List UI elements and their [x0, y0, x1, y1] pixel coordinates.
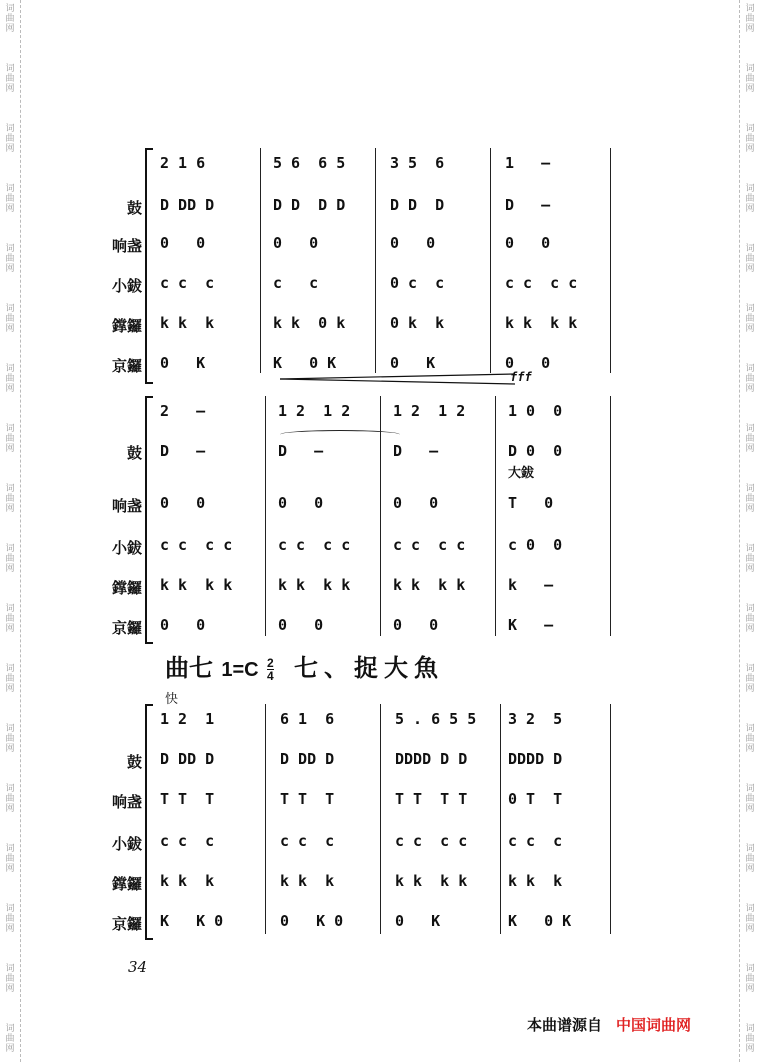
xiangzhan-measure: T T T	[280, 790, 335, 808]
barline	[610, 396, 611, 636]
watermark-text: 词 曲 网	[745, 304, 755, 334]
watermark-text: 词 曲 网	[745, 4, 755, 34]
jingluo-measure: K K 0	[160, 912, 224, 930]
jingluo-measure: 0 K	[390, 354, 436, 372]
barline	[260, 148, 261, 373]
gu-measure: D D D	[390, 196, 445, 214]
watermark-text: 词 曲 网	[745, 844, 755, 874]
gu-measure: D DD D	[160, 196, 215, 214]
watermark-text: 词 曲 网	[5, 724, 15, 754]
watermark-text: 词 曲 网	[745, 364, 755, 394]
tie-slur	[280, 430, 400, 439]
row-label-xiaoba: 小鈸	[111, 539, 142, 557]
xiaoba-measure: c c c	[160, 274, 215, 292]
melody-measure: 2 –	[160, 402, 206, 420]
xiaoba-measure: 0 c c	[390, 274, 445, 292]
watermark-text: 词 曲 网	[745, 724, 755, 754]
xiangzhan-measure: 0 0	[160, 494, 206, 512]
watermark-text: 词 曲 网	[745, 964, 755, 994]
watermark-text: 词 曲 网	[745, 664, 755, 694]
melody-measure: 1 –	[505, 154, 551, 172]
score-system-3	[110, 700, 620, 940]
tangluo-measure: k k k k	[393, 576, 466, 594]
dabo-label: 大鈸	[508, 466, 535, 481]
jingluo-measure: 0 0	[393, 616, 439, 634]
gu-measure: D –	[393, 442, 439, 460]
watermark-text: 词 曲 网	[5, 1024, 15, 1054]
melody-measure: 1 2 1 2	[393, 402, 466, 420]
xiangzhan-measure: T T T	[160, 790, 215, 808]
row-label-tangluo: 鐣鑼	[111, 875, 142, 893]
jingluo-measure: 0 0	[278, 616, 324, 634]
gu-measure: D –	[505, 196, 551, 214]
barline	[265, 396, 266, 636]
system-bracket	[145, 396, 153, 644]
source-prefix: 本曲谱源自	[527, 1016, 603, 1034]
barline	[265, 704, 266, 934]
jingluo-measure: 0 0	[160, 616, 206, 634]
watermark-text: 词 曲 网	[745, 784, 755, 814]
left-watermark-strip	[0, 0, 21, 1062]
row-label-xiangzhan: 响盏	[111, 497, 142, 515]
watermark-text: 词 曲 网	[745, 184, 755, 214]
xiaoba-measure: c c c c	[505, 274, 578, 292]
right-watermark-strip	[739, 0, 760, 1062]
jingluo-measure: K 0 K	[508, 912, 572, 930]
tangluo-measure: k k 0 k	[273, 314, 346, 332]
xiangzhan-measure: T 0	[508, 494, 554, 512]
watermark-text: 词 曲 网	[5, 484, 15, 514]
watermark-text: 词 曲 网	[5, 184, 15, 214]
tangluo-measure: k –	[508, 576, 554, 594]
gu-measure: D –	[278, 442, 324, 460]
barline	[610, 148, 611, 373]
barline	[610, 704, 611, 934]
xiaoba-measure: c 0 0	[508, 536, 563, 554]
gu-measure: D 0 0	[508, 442, 563, 460]
row-label-gu: 鼓	[126, 753, 142, 771]
gu-measure: D DD D	[280, 750, 335, 768]
watermark-text: 词 曲 网	[5, 544, 15, 574]
row-label-xiangzhan: 响盏	[111, 793, 142, 811]
row-label-xiaoba: 小鈸	[111, 835, 142, 853]
melody-measure: 3 5 6	[390, 154, 445, 172]
time-signature	[267, 657, 274, 682]
system-bracket	[145, 704, 153, 940]
xiangzhan-measure: 0 0	[160, 234, 206, 252]
jingluo-measure: 0 0	[505, 354, 551, 372]
xiaoba-measure: c c c c	[393, 536, 466, 554]
watermark-text: 词 曲 网	[5, 664, 15, 694]
gu-measure: D –	[160, 442, 206, 460]
barline	[375, 148, 376, 373]
xiaoba-measure: c c c c	[278, 536, 351, 554]
watermark-text: 词 曲 网	[5, 304, 15, 334]
row-label-jingluo: 京鑼	[111, 619, 142, 637]
watermark-text: 词 曲 网	[5, 964, 15, 994]
watermark-text: 词 曲 网	[5, 4, 15, 34]
section-heading	[165, 648, 444, 683]
watermark-text: 词 曲 网	[745, 1024, 755, 1054]
watermark-text: 词 曲 网	[5, 124, 15, 154]
tangluo-measure: 0 k k	[390, 314, 445, 332]
watermark-text: 词 曲 网	[745, 904, 755, 934]
melody-measure: 1 0 0	[508, 402, 563, 420]
watermark-text: 词 曲 网	[745, 64, 755, 94]
watermark-text: 词 曲 网	[5, 784, 15, 814]
barline	[500, 704, 501, 934]
jingluo-measure: K –	[508, 616, 554, 634]
jingluo-measure: 0 K 0	[280, 912, 344, 930]
watermark-text: 词 曲 网	[745, 124, 755, 154]
watermark-text: 词 曲 网	[5, 64, 15, 94]
xiangzhan-measure: 0 0	[505, 234, 551, 252]
watermark-text: 词 曲 网	[745, 244, 755, 274]
watermark-text: 词 曲 网	[745, 604, 755, 634]
melody-measure: 2 1 6	[160, 154, 206, 172]
tangluo-measure: k k k	[160, 314, 215, 332]
melody-measure: 3 2 5	[508, 710, 563, 728]
row-label-xiaoba: 小鈸	[111, 277, 142, 295]
tangluo-measure: k k k	[508, 872, 563, 890]
row-label-jingluo: 京鑼	[111, 915, 142, 933]
tangluo-measure: k k k	[280, 872, 335, 890]
xiangzhan-measure: 0 0	[390, 234, 436, 252]
source-brand-link[interactable]: 中国词曲网	[616, 1016, 692, 1034]
xiaoba-measure: c c c	[160, 832, 215, 850]
time-numerator: 2	[266, 656, 274, 670]
piece-title: 七、捉大魚	[294, 653, 445, 682]
row-label-tangluo: 鐣鑼	[111, 317, 142, 335]
score-system-1	[110, 140, 620, 380]
jingluo-measure: 0 K	[160, 354, 206, 372]
xiangzhan-measure: T T T T	[395, 790, 468, 808]
barline	[495, 396, 496, 636]
gu-measure: D DD D	[160, 750, 215, 768]
xiaoba-measure: c c c	[508, 832, 563, 850]
xiaoba-measure: c c c	[280, 832, 335, 850]
row-label-jingluo: 京鑼	[111, 357, 142, 375]
jingluo-measure: K 0 K	[273, 354, 337, 372]
tempo-marking: 快	[165, 692, 179, 707]
time-denominator: 4	[266, 669, 274, 683]
watermark-text: 词 曲 网	[745, 424, 755, 454]
xiangzhan-measure: 0 T T	[508, 790, 563, 808]
barline	[490, 148, 491, 373]
xiangzhan-measure: 0 0	[278, 494, 324, 512]
xiangzhan-measure: 0 0	[393, 494, 439, 512]
system-bracket	[145, 148, 153, 384]
gu-measure: DDDD D	[508, 750, 563, 768]
gu-measure: DDDD D D	[395, 750, 468, 768]
page-number: 34	[128, 958, 148, 976]
watermark-text: 词 曲 网	[745, 484, 755, 514]
piece-number: 曲七	[165, 653, 213, 682]
source-credit	[527, 1014, 691, 1035]
watermark-text: 词 曲 网	[5, 244, 15, 274]
melody-measure: 1 2 1 2	[278, 402, 351, 420]
key-signature: 1=C	[221, 659, 259, 681]
watermark-text: 词 曲 网	[5, 364, 15, 394]
dynamic-marking: fff	[510, 370, 532, 384]
gu-measure: D D D D	[273, 196, 346, 214]
crescendo-hairpin	[280, 372, 520, 386]
tangluo-measure: k k k k	[160, 576, 233, 594]
watermark-text: 词 曲 网	[5, 604, 15, 634]
xiaoba-measure: c c c c	[395, 832, 468, 850]
xiaoba-measure: c c c c	[160, 536, 233, 554]
melody-measure: 6 1 6	[280, 710, 335, 728]
watermark-text: 词 曲 网	[5, 424, 15, 454]
tangluo-measure: k k k k	[395, 872, 468, 890]
watermark-text: 词 曲 网	[5, 844, 15, 874]
row-label-gu: 鼓	[126, 444, 142, 462]
row-label-gu: 鼓	[126, 199, 142, 217]
xiaoba-measure: c c	[273, 274, 319, 292]
tangluo-measure: k k k	[160, 872, 215, 890]
melody-measure: 5 . 6 5 5	[395, 710, 477, 728]
row-label-xiangzhan: 响盏	[111, 237, 142, 255]
watermark-text: 词 曲 网	[5, 904, 15, 934]
tangluo-measure: k k k k	[505, 314, 578, 332]
melody-measure: 5 6 6 5	[273, 154, 346, 172]
watermark-text: 词 曲 网	[745, 544, 755, 574]
barline	[380, 704, 381, 934]
row-label-tangluo: 鐣鑼	[111, 579, 142, 597]
score-system-2	[110, 390, 620, 640]
xiangzhan-measure: 0 0	[273, 234, 319, 252]
tangluo-measure: k k k k	[278, 576, 351, 594]
melody-measure: 1 2 1	[160, 710, 215, 728]
jingluo-measure: 0 K	[395, 912, 441, 930]
